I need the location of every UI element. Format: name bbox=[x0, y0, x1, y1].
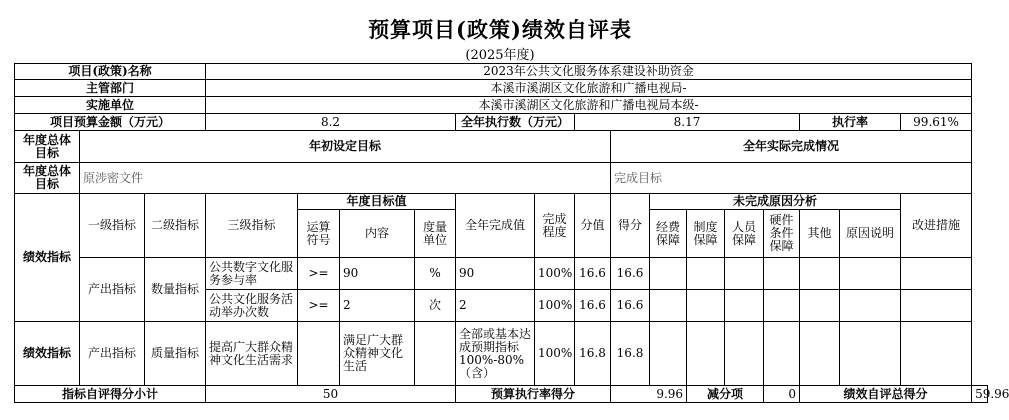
actual-goal-value: 完成目标 bbox=[611, 163, 972, 194]
staff-cell bbox=[725, 322, 764, 386]
executed-value: 8.17 bbox=[575, 114, 800, 131]
hardware-cell bbox=[764, 290, 800, 322]
got-cell: 16.6 bbox=[611, 290, 650, 322]
budget-value: 8.2 bbox=[206, 114, 456, 131]
got-header: 得分 bbox=[611, 194, 650, 258]
row-implementer bbox=[15, 97, 988, 114]
content-cell: 2 bbox=[340, 290, 415, 322]
other-header: 其他 bbox=[800, 210, 840, 258]
annual-cell: 全部或基本达成预期指标100%-80%（含） bbox=[456, 322, 535, 386]
row-goal-headers bbox=[15, 131, 988, 163]
deduct-label: 减分项 bbox=[687, 386, 764, 403]
reason-cell bbox=[840, 290, 901, 322]
degree-cell: 100% bbox=[535, 322, 575, 386]
actual-goal-header: 全年实际完成情况 bbox=[611, 131, 972, 163]
level1-cell: 产出指标 bbox=[80, 258, 145, 322]
degree-cell: 100% bbox=[535, 290, 575, 322]
other-cell bbox=[800, 258, 840, 290]
project-name-value: 2023年公共文化服务体系建设补助资金 bbox=[206, 64, 972, 80]
subtotal-label: 指标自评得分小计 bbox=[15, 386, 206, 403]
department-value: 本溪市溪湖区文化旅游和广播电视局- bbox=[206, 80, 972, 97]
staff-header: 人员保障 bbox=[725, 210, 764, 258]
report-year: (2025年度) bbox=[465, 48, 535, 63]
annual-header: 全年完成值 bbox=[456, 194, 535, 258]
annual-cell: 2 bbox=[456, 290, 535, 322]
degree-cell: 100% bbox=[535, 258, 575, 290]
rate-label: 执行率 bbox=[800, 114, 901, 131]
reason-group-header: 未完成原因分析 bbox=[650, 194, 901, 210]
annual-cell: 90 bbox=[456, 258, 535, 290]
improve-header: 改进措施 bbox=[901, 194, 972, 258]
unit-cell: % bbox=[415, 258, 456, 290]
perf-indicator-label: 绩效指标 bbox=[15, 322, 80, 386]
project-name-label: 项目(政策)名称 bbox=[15, 64, 206, 80]
rate-value: 99.61% bbox=[901, 114, 972, 131]
operator-cell: >= bbox=[298, 290, 340, 322]
funding-cell bbox=[650, 258, 687, 290]
reason-cell bbox=[840, 258, 901, 290]
content-cell: 满足广大群众精神文化生活 bbox=[340, 322, 415, 386]
score-cell: 16.6 bbox=[575, 258, 611, 290]
system-cell bbox=[687, 322, 725, 386]
improve-cell bbox=[901, 322, 972, 386]
operator-cell bbox=[298, 322, 340, 386]
funding-cell bbox=[650, 290, 687, 322]
unit-cell: 次 bbox=[415, 290, 456, 322]
implementer-label: 实施单位 bbox=[15, 97, 206, 114]
operator-header: 运算符号 bbox=[298, 210, 340, 258]
funding-cell bbox=[650, 322, 687, 386]
level2-cell: 数量指标 bbox=[145, 258, 206, 322]
improve-cell bbox=[901, 258, 972, 290]
unit-cell bbox=[415, 322, 456, 386]
perf-indicator-label: 绩效指标 bbox=[15, 194, 80, 322]
level1-header: 一级指标 bbox=[80, 194, 145, 258]
row-header-1 bbox=[15, 194, 988, 210]
subtotal-value: 50 bbox=[206, 386, 456, 403]
exec-score-label: 预算执行率得分 bbox=[456, 386, 611, 403]
level3-cell: 公共数字文化服务参与率 bbox=[206, 258, 298, 290]
unit-header: 度量单位 bbox=[415, 210, 456, 258]
improve-cell bbox=[901, 290, 972, 322]
other-cell bbox=[800, 290, 840, 322]
reason-cell bbox=[840, 322, 901, 386]
initial-goal-value: 原涉密文件 bbox=[80, 163, 611, 194]
funding-header: 经费保障 bbox=[650, 210, 687, 258]
row-summary bbox=[15, 386, 988, 403]
total-value: 59.96 bbox=[972, 386, 988, 403]
content-cell: 90 bbox=[340, 258, 415, 290]
hardware-cell bbox=[764, 258, 800, 290]
score-header: 分值 bbox=[575, 194, 611, 258]
executed-label: 全年执行数（万元） bbox=[456, 114, 575, 131]
content-header: 内容 bbox=[340, 210, 415, 258]
system-cell bbox=[687, 258, 725, 290]
level3-cell: 提高广大群众精神文化生活需求 bbox=[206, 322, 298, 386]
exec-score-value: 9.96 bbox=[611, 386, 687, 403]
page-title: 预算项目(政策)绩效自评表 bbox=[368, 17, 632, 42]
level3-cell: 公共文化服务活动举办次数 bbox=[206, 290, 298, 322]
system-header: 制度保障 bbox=[687, 210, 725, 258]
target-group-header: 年度目标值 bbox=[298, 194, 456, 210]
budget-label: 项目预算金额（万元） bbox=[15, 114, 206, 131]
table-row bbox=[15, 258, 988, 290]
self-evaluation-table bbox=[14, 63, 1009, 403]
row-budget bbox=[15, 114, 988, 131]
row-goal-values bbox=[15, 163, 988, 194]
level3-header: 三级指标 bbox=[206, 194, 298, 258]
implementer-value: 本溪市溪湖区文化旅游和广播电视局本级- bbox=[206, 97, 972, 114]
level2-cell: 质量指标 bbox=[145, 322, 206, 386]
table-row bbox=[15, 322, 988, 386]
system-cell bbox=[687, 290, 725, 322]
hardware-header: 硬件条件保障 bbox=[764, 210, 800, 258]
goal-row-label: 年度总体目标 bbox=[15, 163, 80, 194]
level1-cell: 产出指标 bbox=[80, 322, 145, 386]
goal-row-label: 年度总体目标 bbox=[15, 131, 80, 163]
initial-goal-header: 年初设定目标 bbox=[80, 131, 611, 163]
staff-cell bbox=[725, 258, 764, 290]
got-cell: 16.6 bbox=[611, 258, 650, 290]
operator-cell: >= bbox=[298, 258, 340, 290]
department-label: 主管部门 bbox=[15, 80, 206, 97]
deduct-value: 0 bbox=[764, 386, 800, 403]
level2-header: 二级指标 bbox=[145, 194, 206, 258]
hardware-cell bbox=[764, 322, 800, 386]
reason-header: 原因说明 bbox=[840, 210, 901, 258]
score-cell: 16.6 bbox=[575, 290, 611, 322]
total-label: 绩效自评总得分 bbox=[800, 386, 972, 403]
row-project-name bbox=[15, 64, 988, 80]
degree-header: 完成程度 bbox=[535, 194, 575, 258]
got-cell: 16.8 bbox=[611, 322, 650, 386]
other-cell bbox=[800, 322, 840, 386]
score-cell: 16.8 bbox=[575, 322, 611, 386]
row-department bbox=[15, 80, 988, 97]
staff-cell bbox=[725, 290, 764, 322]
